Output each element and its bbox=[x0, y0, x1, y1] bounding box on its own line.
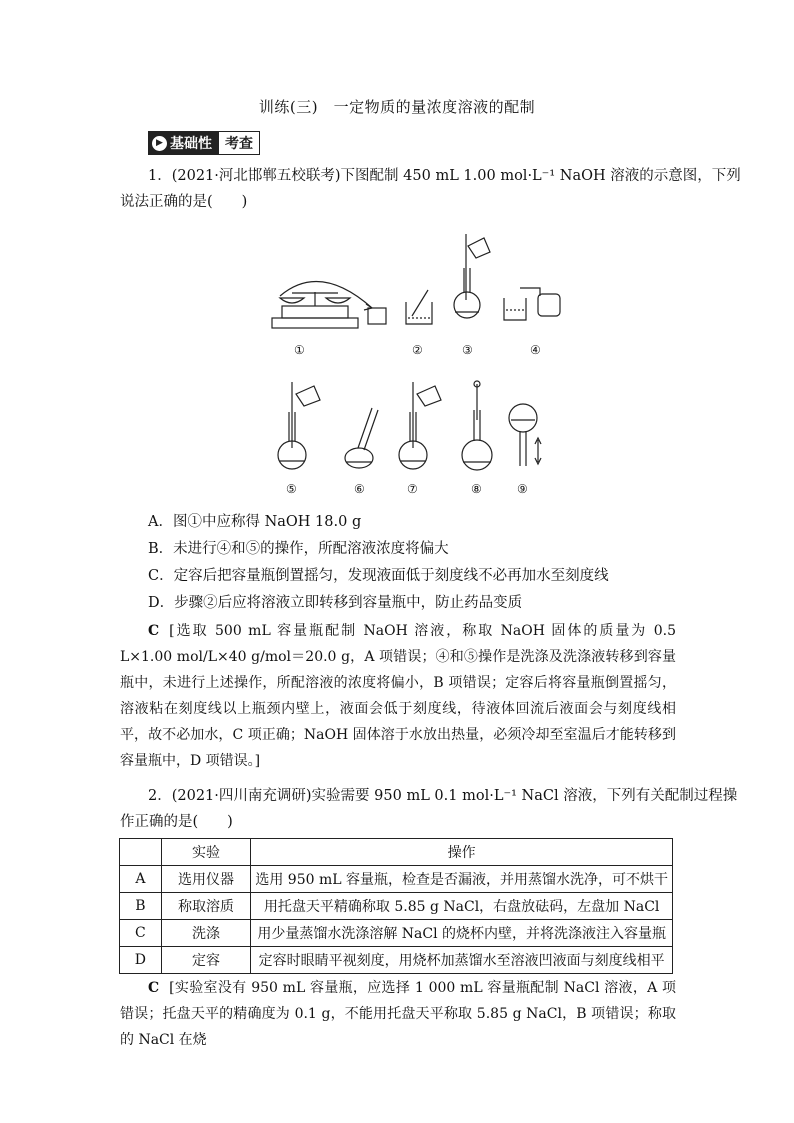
balance-icon bbox=[272, 282, 386, 328]
q1-option-d: D．步骤②后应将溶液立即转移到容量瓶中，防止药品变质 bbox=[148, 595, 523, 611]
q2-answer-block bbox=[120, 975, 676, 1053]
table-cell: 用少量蒸馏水洗涤溶解 NaCl 的烧杯内壁，并将洗涤液注入容量瓶 bbox=[251, 920, 673, 947]
figure-label-5: ⑤ bbox=[286, 482, 297, 496]
q2-answer: C bbox=[148, 980, 160, 996]
figure-label-3: ③ bbox=[462, 343, 473, 357]
figure-label-2: ② bbox=[412, 343, 423, 357]
table-row bbox=[120, 893, 673, 920]
q1-answer: C bbox=[148, 623, 160, 639]
flask-dropper-icon bbox=[462, 381, 492, 470]
inverted-flask-icon bbox=[509, 404, 541, 466]
table-cell: 称取溶质 bbox=[161, 893, 251, 920]
play-icon: ▶ bbox=[152, 136, 167, 151]
table-cell: A bbox=[120, 866, 162, 893]
table-cell: 洗涤 bbox=[161, 920, 251, 947]
figure-label-9: ⑨ bbox=[517, 482, 528, 496]
flask-pouring-icon bbox=[278, 382, 320, 469]
table-cell: C bbox=[120, 920, 162, 947]
beaker-stirring-icon bbox=[406, 290, 432, 324]
q1-option-c: C．定容后把容量瓶倒置摇匀，发现液面低于刻度线不必再加水至刻度线 bbox=[148, 568, 609, 584]
figure-label-4: ④ bbox=[530, 343, 541, 357]
q1-explanation: [选取 500 mL 容量瓶配制 NaOH 溶液，称取 NaOH 固体的质量为 0.5 L×1.00 mol/L×40 g/mol＝20.0 g，A 项错误；④和⑤操作是洗涤及洗涤液转移到容量瓶中，未进行上述操作，所配溶液的浓度将偏小，B 项错误；定容后将容量瓶倒置摇匀，溶液粘在刻度线以上瓶颈内壁上，液面会低于刻度线，待液体回流后液面会与刻度线相平，故不必加水，C 项正确；NaOH 固体溶于水放出热量，必须冷却至室温后才能转移到容量瓶中，D 项错误。] bbox=[120, 623, 676, 769]
q1-stem-line2: 说法正确的是( ) bbox=[120, 194, 248, 210]
table-cell: 选用仪器 bbox=[161, 866, 251, 893]
q1-stem-line1: 1．(2021·河北邯郸五校联考)下图配制 450 mL 1.00 mol·L⁻¹ NaOH 溶液的示意图，下列 bbox=[148, 168, 741, 184]
table-cell: D bbox=[120, 947, 162, 974]
q2-stem-line1: 2．(2021·四川南充调研)实验需要 950 mL 0.1 mol·L⁻¹ NaCl 溶液，下列有关配制过程操 bbox=[148, 788, 738, 804]
table-header-cell: 操作 bbox=[251, 839, 673, 866]
q2-explanation: [实验室没有 950 mL 容量瓶，应选择 1 000 mL 容量瓶配制 NaCl 溶液，A 项错误；托盘天平的精确度为 0.1 g，不能用托盘天平称取 5.85 g NaCl，B 项错误；称取的 NaCl 在烧 bbox=[120, 980, 676, 1048]
table-row bbox=[120, 866, 673, 893]
badge-right-label: 考查 bbox=[218, 132, 259, 154]
figure-label-7: ⑦ bbox=[407, 482, 418, 496]
table-cell: 选用 950 mL 容量瓶，检查是否漏液，并用蒸馏水洗净，可不烘干 bbox=[251, 866, 673, 893]
q1-option-b: B．未进行④和⑤的操作，所配溶液浓度将偏大 bbox=[148, 541, 449, 557]
q1-answer-block bbox=[120, 618, 676, 774]
q2-stem-line2: 作正确的是( ) bbox=[120, 814, 233, 830]
table-row bbox=[120, 947, 673, 974]
table-cell: 定容时眼睛平视刻度，用烧杯加蒸馏水至溶液凹液面与刻度线相平 bbox=[251, 947, 673, 974]
q1-option-a: A．图①中应称得 NaOH 18.0 g bbox=[148, 514, 362, 530]
table-cell: 定容 bbox=[161, 947, 251, 974]
flask-pouring-icon-2 bbox=[399, 382, 441, 469]
figure-label-6: ⑥ bbox=[354, 482, 365, 496]
badge-left-label: 基础性 bbox=[170, 136, 212, 152]
table-cell: B bbox=[120, 893, 162, 920]
figure-label-1: ① bbox=[294, 343, 305, 357]
table-header-cell: 实验 bbox=[161, 839, 251, 866]
q2-table bbox=[119, 838, 673, 974]
wash-bottle-icon bbox=[504, 288, 560, 320]
table-row bbox=[120, 920, 673, 947]
table-header-row bbox=[120, 839, 673, 866]
figure-label-8: ⑧ bbox=[471, 482, 482, 496]
table-cell: 用托盘天平精确称取 5.85 g NaCl，右盘放砝码，左盘加 NaCl bbox=[251, 893, 673, 920]
transfer-flask-icon bbox=[454, 234, 490, 318]
page-title: 训练(三) 一定物质的量浓度溶液的配制 bbox=[258, 98, 536, 116]
table-header-cell bbox=[120, 839, 162, 866]
flask-shaking-icon bbox=[345, 408, 378, 468]
